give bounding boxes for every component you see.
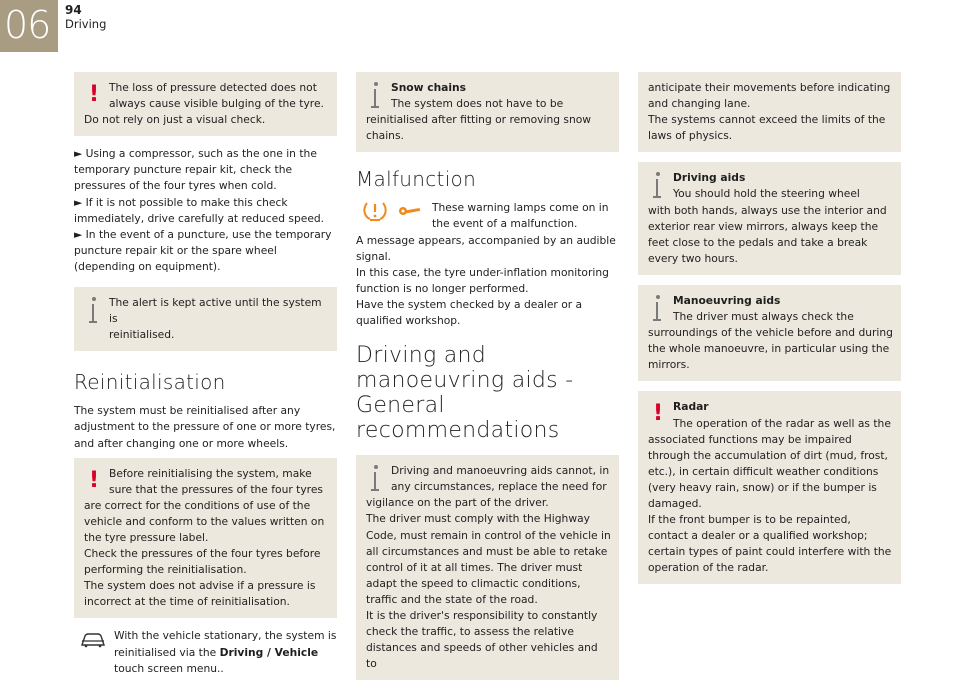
warning-box-pressure: [74, 72, 337, 136]
box-text: reinitialised.: [109, 328, 175, 342]
heading-driving-aids: Driving and manoeuvring aids - General recommendations: [356, 343, 574, 444]
info-icon: [652, 294, 664, 322]
bullet-item: ► In the event of a puncture, use the temporary puncture repair kit or the spare wheel (depending on equipment).: [74, 227, 332, 273]
box-text: If the front bumper is to be repainted, contact a dealer or a qualified workshop; certain types of paint could interfere with the operation of the radar.: [648, 513, 892, 575]
menu-path: Driving / Vehicle: [219, 645, 319, 659]
box-text: The driver must comply with the Highway Code, must remain in control of the vehicle in all circumstances and must be able to retake control of it at all times. The driver must adapt the speed to climactic conditions, traffic and the state of the road.: [366, 512, 611, 606]
warning-box-reinit: [74, 458, 337, 619]
malfunction-lamps: [356, 200, 619, 232]
heading-reinitialisation: Reinitialisation: [74, 370, 226, 395]
wrench-icon: [398, 204, 424, 218]
chapter-number: 06: [4, 3, 51, 47]
box-text: anticipate their movements before indicating and changing lane.: [648, 81, 891, 111]
column-2: [356, 72, 619, 690]
info-box-manoeuvring: [638, 285, 901, 381]
box-text: You should hold the steering wheel: [673, 187, 860, 201]
column-1: [74, 72, 337, 677]
car-text: With the vehicle stationary, the system is reinitialised via the: [114, 629, 337, 659]
box-text: The loss of pressure detected does not: [109, 81, 317, 94]
box-text: are correct for the conditions of use of the vehicle and conform to the values written on the tyre pressure label.: [84, 498, 325, 544]
info-box-snow-chains: [356, 72, 619, 152]
box-text: with both hands, always use the interior and exterior rear view mirrors, always keep the feet close to the pedals and take a break every two hours.: [648, 203, 887, 265]
box-text: associated functions may be impaired through the accumulation of dirt (mud, frost, etc.), in certain difficult weather conditions (very heavy rain, snow) or if the bumper is damaged.: [648, 432, 888, 510]
heading-malfunction: Malfunction: [356, 167, 477, 192]
malfunction-text: A message appears, accompanied by an audible signal.: [356, 233, 616, 263]
box-text: The operation of the radar as well as the: [673, 416, 891, 430]
box-text: Before reinitialising the system, make: [109, 466, 312, 480]
section-title: Driving: [65, 17, 107, 31]
info-icon: [370, 81, 382, 109]
page-number: 94: [65, 3, 82, 17]
box-text: It is the driver's responsibility to constantly check the traffic, to assess the relative distances and speeds of other vehicles and to: [366, 608, 598, 671]
box-heading: Driving aids: [673, 171, 746, 185]
chapter-tab: [0, 0, 58, 52]
warning-lamp-icon: [362, 200, 388, 222]
column-3: [638, 72, 901, 594]
bullet-item: ► If it is not possible to make this check immediately, drive carefully at reduced speed.: [74, 195, 325, 225]
box-text: vigilance on the part of the driver.: [366, 496, 549, 510]
box-text: Do not rely on just a visual check.: [84, 113, 266, 127]
warning-box-radar: [638, 391, 901, 584]
box-text: sure that the pressures of the four tyres: [109, 482, 323, 496]
box-heading: Snow chains: [391, 81, 467, 94]
info-icon: [370, 464, 382, 492]
info-icon: [652, 171, 664, 199]
warning-icon: !: [652, 401, 664, 427]
bullet-item: ► Using a compressor, such as the one in the temporary puncture repair kit, check the pressures of the four tyres when cold.: [74, 147, 317, 193]
info-box-alert: [74, 287, 337, 351]
malfunction-text: These warning lamps come on in: [432, 201, 609, 215]
warning-icon: !: [88, 467, 100, 493]
box-heading: Manoeuvring aids: [673, 293, 781, 307]
malfunction-text: the event of a malfunction.: [432, 217, 578, 231]
box-heading: Radar: [673, 400, 709, 414]
malfunction-text: Have the system checked by a dealer or a qualified workshop.: [356, 297, 583, 328]
box-text: The driver must always check the: [673, 310, 854, 324]
box-text: The system does not have to be: [391, 97, 564, 111]
reinit-text: The system must be reinitialised after any adjustment to the pressure of one or more tyres, and after changing one or more wheels.: [74, 404, 336, 450]
warning-icon: !: [88, 82, 100, 107]
info-box-driving-aids: [356, 455, 619, 680]
box-text: Driving and manoeuvring aids cannot, in: [391, 464, 610, 478]
car-note: [74, 628, 337, 676]
car-text: touch screen menu..: [114, 661, 224, 675]
box-text: The system does not advise if a pressure is incorrect at the time of reinitialisation.: [84, 579, 316, 609]
info-icon: [88, 296, 100, 324]
box-text: The systems cannot exceed the limits of the laws of physics.: [648, 113, 886, 143]
malfunction-text: In this case, the tyre under-inflation monitoring function is no longer performed.: [356, 265, 609, 295]
box-text: Check the pressures of the four tyres before performing the reinitialisation.: [84, 547, 321, 577]
box-text: any circumstances, replace the need for: [391, 480, 607, 494]
car-icon: [80, 632, 106, 648]
info-box-continued: [638, 72, 901, 152]
box-text: The alert is kept active until the system is: [109, 296, 322, 326]
box-text: surroundings of the vehicle before and during the whole manoeuvre, in particular using the mirrors.: [648, 326, 893, 372]
info-box-driving: [638, 162, 901, 275]
box-text: always cause visible bulging of the tyre.: [109, 97, 324, 111]
box-text: reinitialised after fitting or removing snow chains.: [366, 113, 592, 143]
